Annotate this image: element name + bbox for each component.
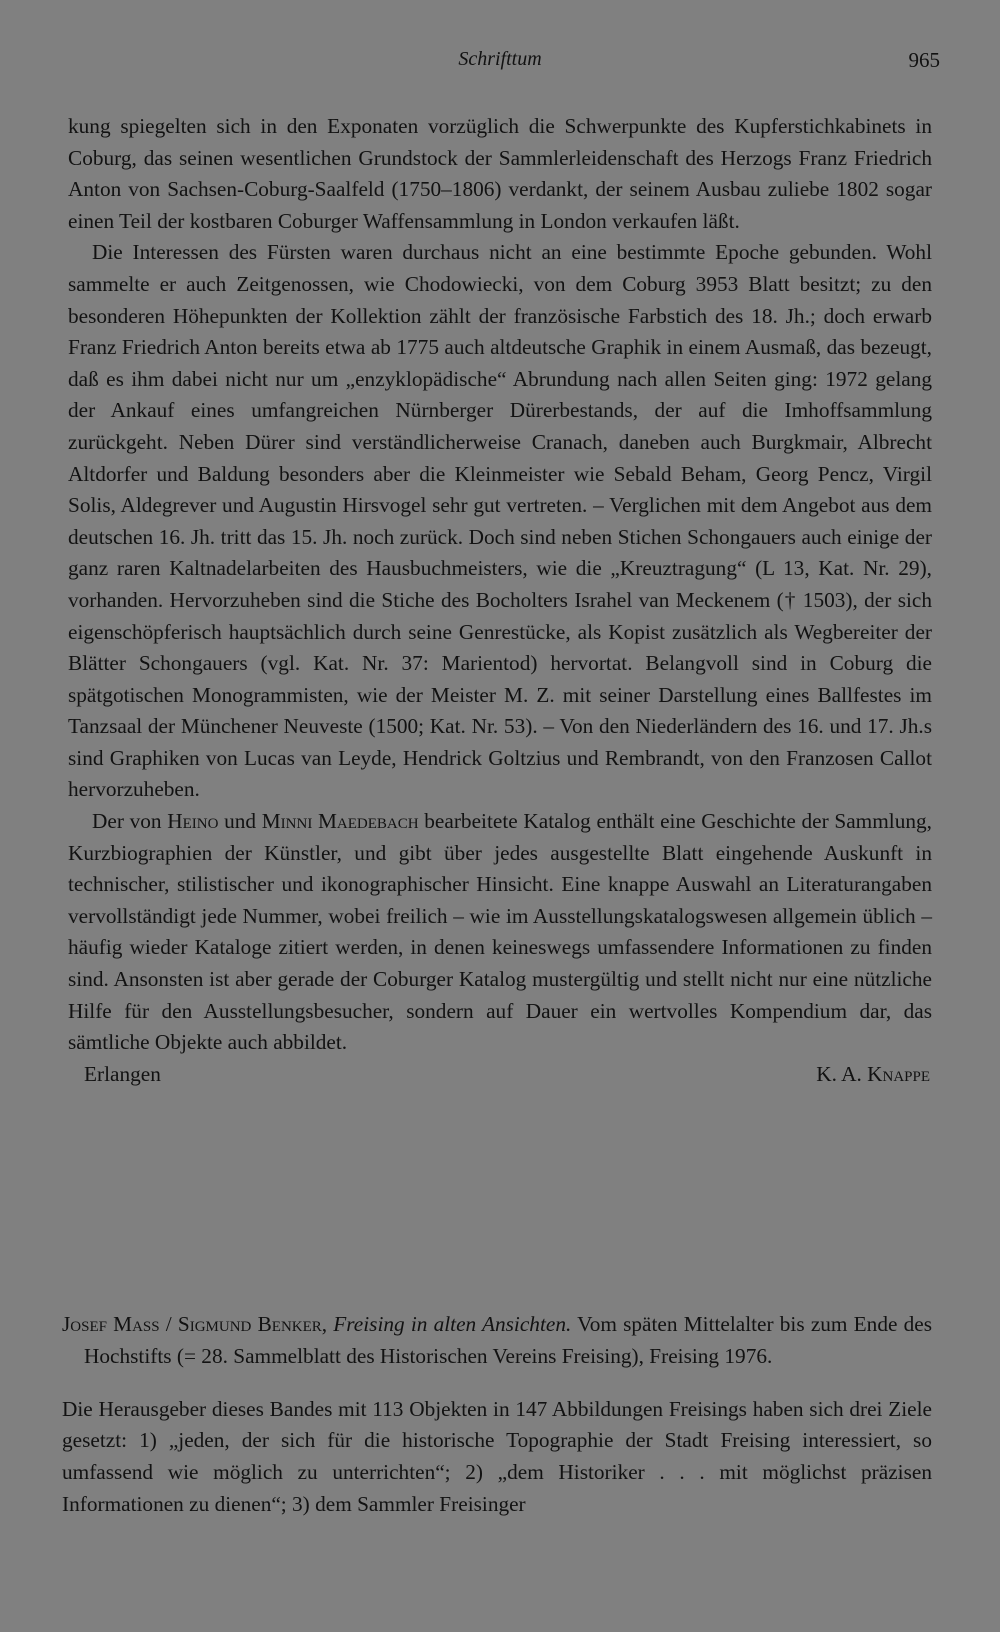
authors: Josef Mass / Sigmund Benker, (62, 1312, 328, 1337)
book-title: Freising in alten Ansichten. (333, 1312, 572, 1337)
publication-details: Vom späten Mittelalter bis zum Ende des Hochstifts (= 28. Sammelblatt des Historischen Vereins Freising), Freising 1976. (84, 1312, 932, 1368)
bibliographic-citation (62, 1309, 932, 1372)
review-body-knappe (68, 111, 932, 1090)
paragraph: Die Interessen des Fürsten waren durchaus nicht an eine bestimmte Epoche gebunden. Wohl sammelte er auch Zeitgenossen, wie Chodowiecki, von dem Coburg 3953 Blatt besitzt; zu den besonderen Höhepunkten der Kollektion zählt der französische Farbstich des 18. Jh.; doch erwarb Franz Friedrich Anton bereits etwa ab 1775 auch altdeutsche Graphik in einem Ausmaß, das bezeugt, daß es ihm dabei nicht nur um „enzyklopädische“ Abrundung nach allen Seiten ging: 1972 gelang der Ankauf eines umfangreichen Nürnberger Dürerbestands, der auf die Imhoffsammlung zurückgeht. Neben Dürer sind verständlicherweise Cranach, daneben auch Burgkmair, Albrecht Altdorfer und Baldung besonders aber die Kleinmeister wie Sebald Beham, Georg Pencz, Virgil Solis, Aldegrever und Augustin Hirsvogel sehr gut vertreten. – Verglichen mit dem Angebot aus dem deutschen 16. Jh. tritt das 15. Jh. noch zurück. Doch sind neben Stichen Schongauers auch einige der ganz raren Kaltnadelarbeiten des Hausbuchmeisters, wie die „Kreuztragung“ (L 13, Kat. Nr. 29), vorhanden. Hervorzuheben sind die Stiche des Bocholters Israhel van Meckenem († 1503), der sich eigenschöpferisch hauptsächlich durch seine Genrestücke, als Kopist zusätzlich als Wegbereiter der Blätter Schongauers (vgl. Kat. Nr. 37: Marientod) hervortat. Belangvoll sind in Coburg die spätgotischen Monogrammisten, wie der Meister M. Z. mit seiner Darstellung eines Ballfestes im Tanzsaal der Münchener Neuveste (1500; Kat. Nr. 53). – Von den Niederländern des 16. und 17. Jh.s sind Graphiken von Lucas van Leyde, Hendrick Goltzius und Rembrandt, von den Franzosen Callot hervorzuheben. (68, 240, 932, 802)
running-title: Schrifttum (458, 48, 542, 70)
paragraph-text: Der von (92, 809, 168, 834)
editor-name: Heino (167, 809, 219, 834)
page-header (0, 44, 1000, 74)
reviewer-name: K. A. Knappe (816, 1061, 930, 1086)
paragraph: Die Herausgeber dieses Bandes mit 113 Objekten in 147 Abbildungen Freisings haben sich drei Ziele gesetzt: 1) „jeden, der sich für die historische Topographie der Stadt Freising interessiert, so umfassend wie möglich zu unterrichten“; 2) „dem Historiker . . . mit möglichst präzisen Informationen zu dienen“; 3) dem Sammler Freisinger (62, 1396, 932, 1516)
editor-name: Minni Maedebach (261, 809, 419, 834)
place: Erlangen (84, 1061, 161, 1086)
review-mass-benker (62, 1288, 932, 1520)
signature-line (68, 1059, 932, 1091)
page-number: 965 (908, 48, 940, 72)
paragraph-text: bearbeitete Katalog enthält eine Geschichte der Sammlung, Kurzbiographien der Künstler, und gibt über jedes ausgestellte Blatt eingehende Auskunft in technischer, stilistischer und ikonographischer Hinsicht. Eine knappe Auswahl an Literaturangaben vervollständigt jede Nummer, wobei freilich – wie im Ausstellungskatalogswesen allgemein üblich – häufig wieder Kataloge zitiert werden, in denen keineswegs umfassendere Informationen zu finden sind. Ansonsten ist aber gerade der Coburger Katalog mustergültig und stellt nicht nur eine nützliche Hilfe für den Ausstellungsbesucher, sondern auf Dauer ein wertvolles Kompendium dar, das sämtliche Objekte auch abbildet. (68, 809, 932, 1055)
paragraph (68, 806, 932, 1059)
paragraph-text: und (218, 809, 262, 834)
paragraph: kung spiegelten sich in den Exponaten vorzüglich die Schwerpunkte des Kupferstichkabinets in Coburg, das seinen wesentlichen Grundstock der Sammlerleidenschaft des Herzogs Franz Friedrich Anton von Sachsen-Coburg-Saalfeld (1750–1806) verdankt, der seinem Ausbau zuliebe 1802 sogar einen Teil der kostbaren Coburger Waffensammlung in London verkaufen läßt. (68, 114, 932, 233)
